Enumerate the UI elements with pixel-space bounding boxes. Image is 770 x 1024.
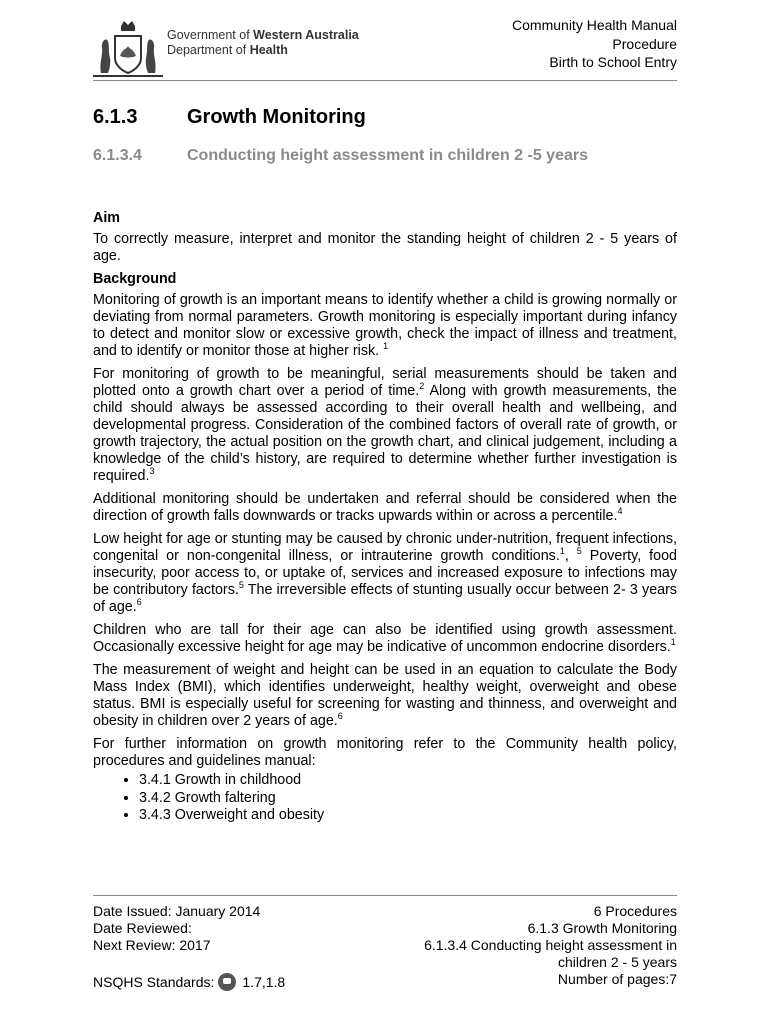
page-title: 6.1.3 Growth Monitoring <box>93 106 366 128</box>
footer-divider <box>93 895 677 896</box>
aim-heading: Aim <box>93 210 121 226</box>
government-name: Government of Western Australia Department of Health <box>167 28 359 57</box>
nsqhs-standards: NSQHS Standards: 1.7,1.8 <box>93 973 286 990</box>
document-body <box>93 210 677 825</box>
background-heading: Background <box>93 271 177 287</box>
list-item: • 3.4.2 Growth faltering <box>139 790 677 808</box>
background-paragraph-3: Additional monitoring should be undertaken and referral should be considered when the direction of growth falls downwards or tracks upwards within or across a percentile.$^4$ <box>93 491 677 524</box>
background-paragraph-7: For further information on growth monitoring refer to the Community health policy, procedures and guidelines manual: <box>93 736 677 769</box>
background-paragraph-4: Low height for age or stunting may be caused by chronic under-nutrition, frequent infections, congenital or non-congenital illness, or intrauterine growth conditions.$^1$, $^5$ Poverty, food insecurity, poor access to, or uptake of, services and increased exposure to infections may be contributory factors.$^5$ The irreversible effects of stunting usually occur between 2- 3 years of age.$^6$ <box>93 531 678 615</box>
background-paragraph-1: Monitoring of growth is an important means to identify whether a child is growing normally or deviating from normal parameters. Growth monitoring is especially important during infancy to detect and monitor slow or excessive growth, check the impact of illness and treatment, and to identify or monitor those at higher risk. $^1$ <box>93 292 677 359</box>
manual-reference: Community Health Manual Procedure Birth to School Entry <box>512 17 677 70</box>
background-paragraph-2: For monitoring of growth to be meaningful, serial measurements should be taken and plotted onto a growth chart over a period of time.$^2$ Along with growth measurements, the child should always be assessed according to their overall health and wellbeing, and developmental progress. Consideration of the combined factors of overall rate of growth, or growth trajectory, the actual position on the growth chart, and clinical judgement, including a knowledge of the child’s history, are required to determine whether further investigation is required.$^3$ <box>93 366 677 484</box>
related-sections-list <box>93 772 677 825</box>
page-subtitle: 6.1.3.4 Conducting height assessment in children 2 -5 years <box>93 147 588 164</box>
nsqhs-standard-icon <box>218 973 236 991</box>
list-item: • 3.4.1 Growth in childhood <box>139 772 677 790</box>
background-paragraph-5: Children who are tall for their age can also be identified using growth assessment. Occasionally excessive height for age may be indicative of uncommon endocrine disorders.$^1$ <box>93 622 677 655</box>
aim-text: To correctly measure, interpret and monitor the standing height of children 2 - 5 years of age. <box>93 231 677 264</box>
footer-dates: Date Issued: January 2014 Date Reviewed: Next Review: 2017 <box>93 903 261 953</box>
footer-document-info: 6 Procedures 6.1.3 Growth Monitoring 6.1.3.4 Conducting height assessment in children 2 - 5 years Number of pages:7 <box>424 903 677 987</box>
list-item: • 3.4.3 Overweight and obesity <box>139 807 677 825</box>
page-header <box>93 14 677 82</box>
wa-coat-of-arms-logo <box>93 18 163 78</box>
background-paragraph-6: The measurement of weight and height can be used in an equation to calculate the Body Mass Index (BMI), which identifies underweight, healthy weight, overweight and obese status. BMI is especially useful for screening for wasting and thinness, and overweight and obesity in children over 2 years of age.$^6$ <box>93 662 677 729</box>
header-divider <box>93 80 677 81</box>
